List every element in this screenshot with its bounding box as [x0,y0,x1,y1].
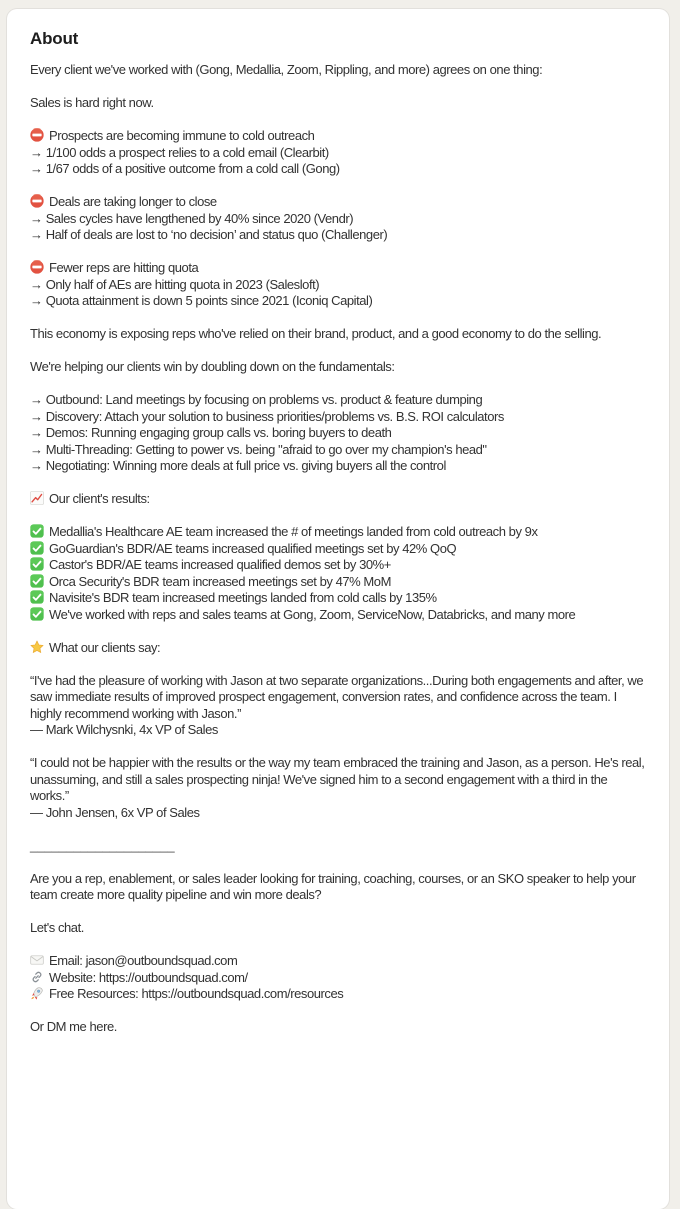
text-line [30,590,648,607]
text-line [30,722,648,739]
line-text: → Negotiating: Winning more deals at full price vs. giving buyers all the control [30,458,446,473]
text-line [30,574,648,591]
line-text: → Discovery: Attach your solution to business priorities/problems vs. B.S. ROI calculators [30,408,504,424]
line-text: GoGuardian's BDR/AE teams increased qualified meetings set by 42% QoQ [49,540,457,556]
text-line [30,458,648,475]
line-text: — John Jensen, 6x VP of Sales [30,804,200,820]
text-line [30,442,648,459]
line-text: → Sales cycles have lengthened by 40% since 2020 (Vendr) [30,210,354,226]
text-line [30,755,648,805]
no-entry-icon [30,128,44,142]
paragraph-block [30,95,648,112]
line-text: We've worked with reps and sales teams at Gong, Zoom, ServiceNow, Databricks, and many more [49,606,576,622]
check-icon [30,590,44,604]
paragraph-block [30,640,648,657]
line-text: Orca Security's BDR team increased meetings set by 47% MoM [49,573,391,589]
text-line [30,145,648,162]
free-resources-line[interactable] [30,986,648,1003]
email-line[interactable] [30,953,648,970]
line-text: → Quota attainment is down 5 points since 2021 (Iconiq Capital) [30,293,373,308]
line-text[interactable]: Website: https://outboundsquad.com/ [49,969,248,985]
paragraph-block [30,953,648,1003]
line-text: “I could not be happier with the results or the way my team embraced the training and Jason, as a person. He's real, unassuming, and still a sales prospecting ninja! We've signed him to a second engagement with a third in the works.” [30,755,645,803]
text-line [30,805,648,822]
text-line [30,920,648,937]
website-line[interactable] [30,970,648,987]
text-line [30,260,648,277]
line-text: Let's chat. [30,920,84,935]
star-icon [30,640,44,654]
divider-line [30,838,648,855]
line-text: → Half of deals are lost to ‘no decision’ and status quo (Challenger) [30,227,388,242]
line-text: Our client's results: [49,491,150,506]
line-text: Navisite's BDR team increased meetings landed from cold calls by 135% [49,590,437,605]
text-line [30,359,648,376]
envelope-icon [30,953,44,967]
text-line [30,409,648,426]
text-line [30,227,648,244]
paragraph-block [30,838,648,855]
paragraph-block [30,755,648,821]
text-line [30,95,648,112]
line-text: Deals are taking longer to close [49,194,217,209]
line-text: → 1/67 odds of a positive outcome from a cold call (Gong) [30,161,340,176]
check-icon [30,541,44,555]
text-line [30,277,648,294]
line-text: Prospects are becoming immune to cold outreach [49,128,315,143]
line-text: We're helping our clients win by doubling down on the fundamentals: [30,359,395,374]
paragraph-block [30,359,648,376]
paragraph-block [30,260,648,310]
text-line [30,1019,648,1036]
line-text: Fewer reps are hitting quota [49,260,199,275]
paragraph-block [30,920,648,937]
link-icon [30,970,44,984]
paragraph-block [30,524,648,623]
text-line [30,194,648,211]
text-line [30,541,648,558]
line-text: Or DM me here. [30,1019,117,1034]
text-line [30,524,648,541]
text-line [30,673,648,723]
text-line [30,161,648,178]
about-card [7,9,669,1209]
line-text: Are you a rep, enablement, or sales leader looking for training, coaching, courses, or an SKO speaker to help your team create more quality pipeline and win more deals? [30,870,636,902]
line-text: Castor's BDR/AE teams increased qualified demos set by 30%+ [49,557,391,572]
check-icon [30,607,44,621]
line-text: What our clients say: [49,639,161,655]
text-line [30,211,648,228]
line-text[interactable]: Free Resources: https://outboundsquad.com/resources [49,986,344,1001]
no-entry-icon [30,260,44,274]
text-line [30,62,648,79]
paragraph-block [30,194,648,244]
paragraph-block [30,1019,648,1036]
line-text: → 1/100 odds a prospect relies to a cold email (Clearbit) [30,144,329,160]
no-entry-icon [30,194,44,208]
check-icon [30,557,44,571]
line-text[interactable]: Email: jason@outboundsquad.com [49,953,238,968]
rocket-icon [30,986,44,1000]
paragraph-block [30,326,648,343]
about-body [30,62,648,1036]
chart-increasing-icon [30,491,44,505]
text-line [30,392,648,409]
check-icon [30,524,44,538]
paragraph-block [30,392,648,475]
line-text: Every client we've worked with (Gong, Medallia, Zoom, Rippling, and more) agrees on one thing: [30,62,543,77]
text-line [30,871,648,904]
paragraph-block [30,62,648,79]
paragraph-block [30,871,648,904]
line-text: Sales is hard right now. [30,95,154,110]
line-text: → Multi-Threading: Getting to power vs. being "afraid to go over my champion's head" [30,441,487,457]
paragraph-block [30,128,648,178]
line-text: → Only half of AEs are hitting quota in 2023 (Salesloft) [30,276,320,292]
paragraph-block [30,673,648,739]
section-title: About [30,29,79,48]
text-line [30,557,648,574]
line-text: ____________________ [30,837,175,853]
text-line [30,425,648,442]
text-line [30,326,648,343]
line-text: “I've had the pleasure of working with Jason at two separate organizations...During both engagements and after, we saw immediate results of improved prospect engagement, conversion rates, and confidence across the team. I highly recommend working with Jason.” [30,672,644,721]
line-text: → Outbound: Land meetings by focusing on problems vs. product & feature dumping [30,392,483,407]
line-text: — Mark Wilchysnki, 4x VP of Sales [30,722,218,737]
line-text: Medallia's Healthcare AE team increased the # of meetings landed from cold outreach by 9x [49,524,538,539]
text-line [30,607,648,624]
text-line [30,491,648,508]
text-line [30,640,648,657]
line-text: This economy is exposing reps who've relied on their brand, product, and a good economy to do the selling. [30,326,602,341]
text-line [30,128,648,145]
check-icon [30,574,44,588]
line-text: → Demos: Running engaging group calls vs. boring buyers to death [30,425,392,440]
paragraph-block [30,491,648,508]
text-line [30,293,648,310]
